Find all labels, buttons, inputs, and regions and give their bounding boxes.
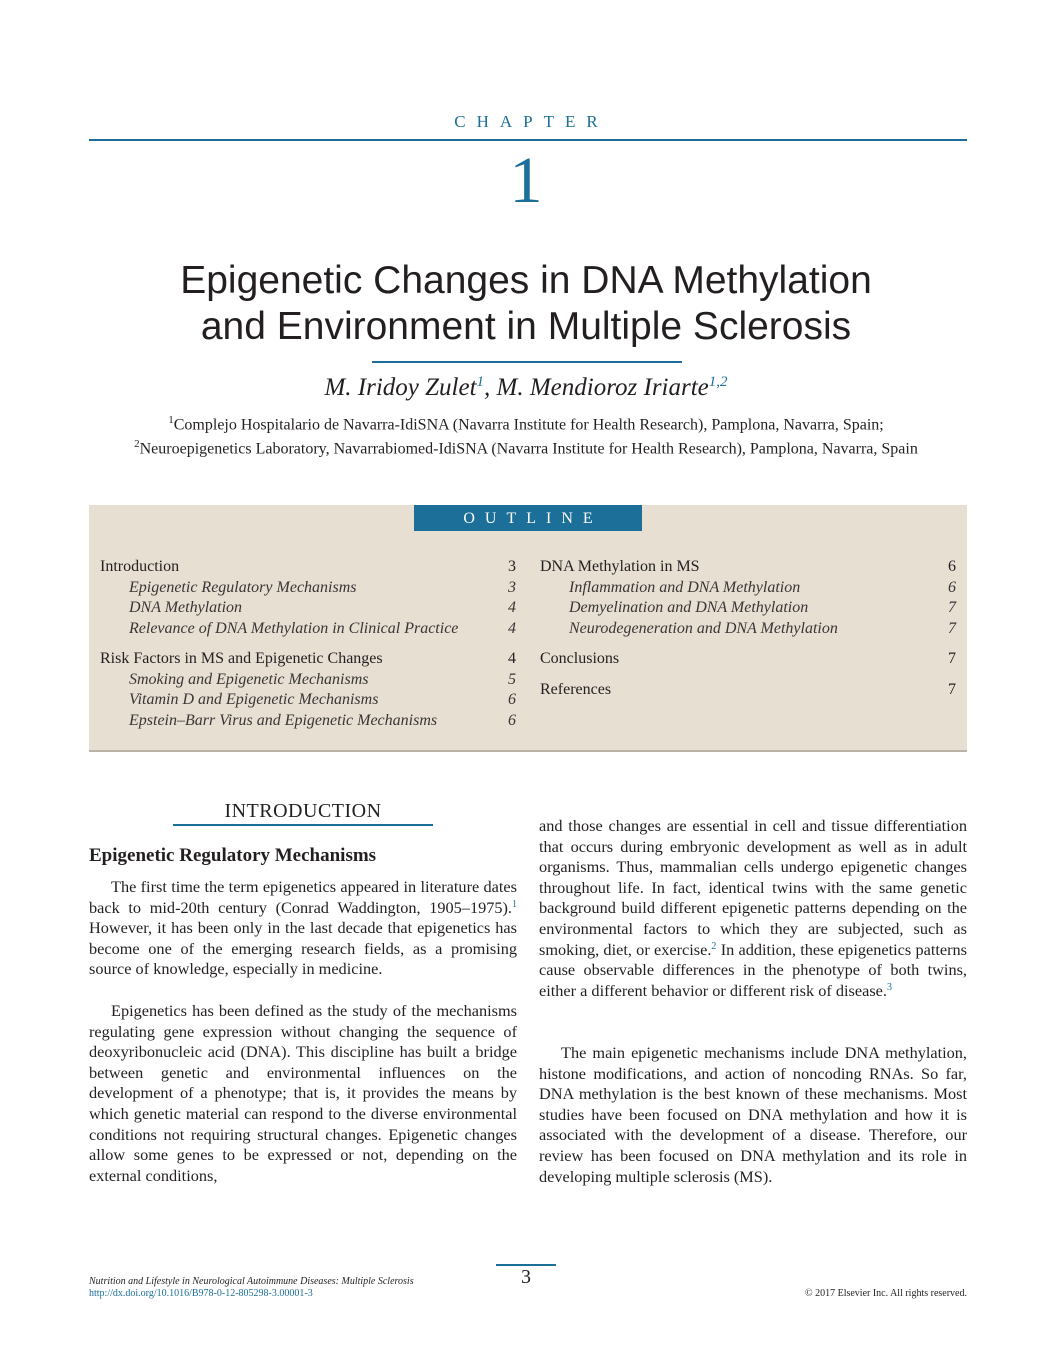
outline-entry-page: 6 [948,578,956,596]
outline-entry[interactable] [129,711,516,731]
footer-copyright: © 2017 Elsevier Inc. All rights reserved. [804,1288,967,1299]
paragraph-3 [539,816,967,1001]
chapter-title-line1: Epigenetic Changes in DNA Methylation [180,259,872,302]
chapter-label: CHAPTER [454,112,609,131]
outline-entry-label: Smoking and Epigenetic Mechanisms [129,670,369,688]
affiliation-1 [0,414,1052,434]
outline-entry[interactable] [129,598,516,618]
outline-entry-label: DNA Methylation [129,599,243,616]
subheading-epigenetic-regulatory-mechanisms: Epigenetic Regulatory Mechanisms [89,845,377,866]
paragraph-3-text-b: In addition, these epigenetics patterns cause observable differences in the phenotype of both twins, either a different behavior or different risk of disease. [539,939,967,1000]
author-1: M. Iridoy Zulet [324,374,477,401]
outline-entry-page: 6 [508,711,516,729]
outline-entry[interactable] [129,670,516,690]
author-2: M. Mendioroz Iriarte [496,374,709,401]
outline-entry[interactable] [569,578,956,598]
outline-entry-page: 4 [508,650,516,667]
author-2-affiliation-ref[interactable]: 1,2 [708,374,728,390]
outline-entry-label: Vitamin D and Epigenetic Mechanisms [129,691,379,708]
chapter-number: 1 [509,144,543,217]
outline-entry-page: 6 [508,691,516,708]
outline-label: OUTLINE [414,505,642,531]
outline-entry-label: Conclusions [540,650,620,667]
outline-entry-page: 3 [508,578,516,596]
outline-entry-label: Risk Factors in MS and Epigenetic Changes [100,650,383,667]
citation-2[interactable]: 2 [711,940,717,952]
outline-entry[interactable] [540,649,956,669]
footer-book-title: Nutrition and Lifestyle in Neurological Autoimmune Diseases: Multiple Sclerosis [89,1276,414,1287]
outline-entry-label: References [540,680,612,698]
outline-entry-page: 3 [508,558,516,575]
outline-entry[interactable] [100,649,516,669]
citation-1[interactable]: 1 [512,898,517,910]
author-1-affiliation-ref[interactable]: 1 [476,374,485,390]
section-heading-introduction: INTRODUCTION [224,800,382,822]
chapter-title-line2: and Environment in Multiple Sclerosis [200,305,852,348]
page-number: 3 [521,1266,531,1288]
outline-entry-label: Inflammation and DNA Methylation [569,578,801,596]
outline-entry[interactable] [540,680,956,700]
outline-entry-label: Epigenetic Regulatory Mechanisms [129,578,357,596]
outline-entry-page: 7 [948,599,956,616]
outline-entry-page: 7 [948,650,956,667]
author-separator: , [484,374,497,401]
outline-entry[interactable] [100,557,516,577]
outline-entry[interactable] [569,598,956,618]
outline-entry-label: Epstein–Barr Virus and Epigenetic Mechanisms [129,711,438,729]
section-heading-underline [173,824,433,826]
outline-entry[interactable] [569,619,956,639]
outline-entry-page: 6 [948,558,956,575]
affiliation-1-marker: 1 [168,414,174,426]
paragraph-3-text-a: and those changes are essential in cell and tissue differentiation that occurs during embryonic development as well as in adult organisms. Thus, mammalian cells undergo epigenetic changes throughout life. In fact, identical twins with the same genetic background build different epigenetic patterns depending on the environmental factors to which they are subjected, such as smoking, diet, or exercise. [539,816,967,959]
outline-entry[interactable] [129,619,516,639]
chapter-rule [89,139,967,141]
paragraph-1 [89,877,517,980]
outline-entry-label: Relevance of DNA Methylation in Clinical Practice [129,619,459,637]
affiliation-1-text: Complejo Hospitalario de Navarra-IdiSNA (Navarra Institute for Health Research), Pamplona, Navarra, Spain; [173,416,884,434]
outline-entry[interactable] [540,557,956,577]
outline-entry-page: 4 [508,619,516,637]
affiliation-2-marker: 2 [134,438,140,450]
outline-entry[interactable] [129,690,516,710]
paragraph-1-text-b: However, it has been only in the last decade that epigenetics has become one of the emerging research fields, as a promising source of knowledge, especially in medicine. [89,918,517,979]
chapter-title [60,258,992,350]
paragraph-1-text-a: The first time the term epigenetics appeared in literature dates back to mid-20th century (Conrad Waddington, 1905–1975). [89,877,517,917]
outline-entry-label: Introduction [100,558,180,575]
affiliation-2 [0,438,1052,458]
outline-entry-label: Neurodegeneration and DNA Methylation [569,619,838,637]
outline-entry-page: 7 [948,680,956,698]
paragraph-4: The main epigenetic mechanisms include DNA methylation, histone modifications, and action of noncoding RNAs. So far, DNA methylation is the best known of these mechanisms. Most studies have been focused on DNA methylation and how it is associated with the development of a disease. Therefore, our review has been focused on DNA methylation and its role in developing multiple sclerosis (MS). [539,1043,967,1186]
outline-entry-page: 4 [508,599,516,616]
author-line [0,374,1052,402]
outline-entry-label: Demyelination and DNA Methylation [569,599,809,616]
citation-3[interactable]: 3 [886,981,892,993]
footer-doi-link[interactable]: http://dx.doi.org/10.1016/B978-0-12-805298-3.00001-3 [89,1288,313,1299]
affiliation-2-text: Neuroepigenetics Laboratory, Navarrabiomed-IdiSNA (Navarra Institute for Health Research), Pamplona, Navarra, Spain [139,440,918,458]
outline-entry-page: 5 [508,670,516,688]
outline-entry-label: DNA Methylation in MS [540,558,700,575]
outline-entry-page: 7 [948,619,956,637]
title-underline [372,361,682,363]
paragraph-2: Epigenetics has been defined as the study of the mechanisms regulating gene expression without changing the sequence of deoxyribonucleic acid (DNA). This discipline has built a bridge between genetic and environmental influences on the development of a phenotype; that is, it provides the means by which genetic material can respond to the diverse environmental conditions not requiring structural changes. Epigenetic changes allow some genes to be expressed or not, depending on the external conditions, [89,1001,517,1185]
outline-entry[interactable] [129,578,516,598]
